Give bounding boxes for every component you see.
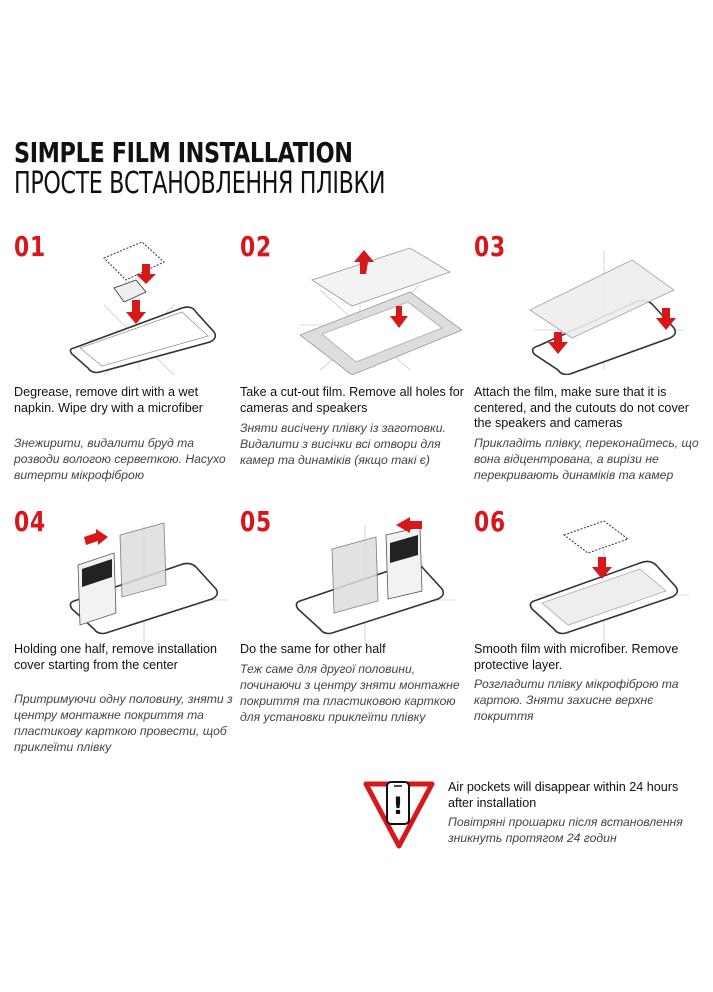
cutout-film-icon — [290, 230, 465, 375]
warning-symbol: ! — [392, 792, 404, 820]
step-06 — [474, 505, 699, 775]
step-number: 04 — [14, 505, 46, 538]
peel-half-left-icon — [64, 505, 239, 650]
step-text-en: Holding one half, remove installation cover starting from the center — [14, 642, 218, 672]
warning-triangle-icon — [362, 778, 436, 852]
smooth-microfiber-icon — [524, 505, 699, 650]
step-text-uk: Теж саме для другої половини, починаючи з центру зняти монтажне покриття та пластиковою карткою для установки приклеїти плівку — [240, 662, 460, 724]
step-01 — [14, 230, 239, 500]
step-03 — [474, 230, 699, 500]
step-number: 06 — [474, 505, 506, 538]
step-text-en: Take a cut-out film. Remove all holes for cameras and speakers — [240, 385, 464, 415]
page-subtitle: ПРОСТЕ ВСТАНОВЛЕННЯ ПЛІВКИ — [14, 166, 386, 201]
step-02 — [240, 230, 465, 500]
step-text-en: Attach the film, make sure that it is centered, and the cutouts do not cover the speakers and cameras — [474, 385, 689, 430]
page-title: SIMPLE FILM INSTALLATION — [14, 136, 353, 169]
step-number: 05 — [240, 505, 272, 538]
step-text-uk: Зняти висічену плівку із заготовки. Видалити з висічки всі отвори для камер та динаміків (якщо такі є) — [240, 421, 446, 467]
step-text-en: Smooth film with microfiber. Remove protective layer. — [474, 642, 679, 672]
napkin-wipe-phone-icon — [64, 230, 239, 375]
step-text-en: Degrease, remove dirt with a wet napkin. Wipe dry with a microfiber — [14, 385, 203, 415]
step-number: 01 — [14, 230, 46, 263]
step-number: 02 — [240, 230, 272, 263]
warning-text-en: Air pockets will disappear within 24 hours after installation — [448, 780, 679, 810]
peel-half-right-icon — [290, 505, 465, 650]
step-number: 03 — [474, 230, 506, 263]
step-04 — [14, 505, 239, 775]
step-text-uk: Розгладити плівку мікрофіброю та картою. Зняти захисне верхнє покриття — [474, 677, 679, 723]
step-text-uk: Знежирити, видалити бруд та розводи вологою серветкою. Насухо витерти мікрофіброю — [14, 436, 226, 482]
warning-text-uk: Повітряні прошарки після встановлення зникнуть протягом 24 годин — [448, 815, 683, 845]
step-text-uk: Притримуючи одну половину, зняти з центру монтажне покриття та пластикову карткою провести, щоб приклеїти плівку — [14, 692, 233, 754]
warning-note — [362, 778, 707, 858]
step-text-uk: Прикладіть плівку, переконайтесь, що вона відцентрована, а вирізи не перекривають динаміків та камер — [474, 436, 699, 482]
step-text-en: Do the same for other half — [240, 642, 386, 656]
step-05 — [240, 505, 465, 775]
attach-film-icon — [524, 230, 699, 375]
